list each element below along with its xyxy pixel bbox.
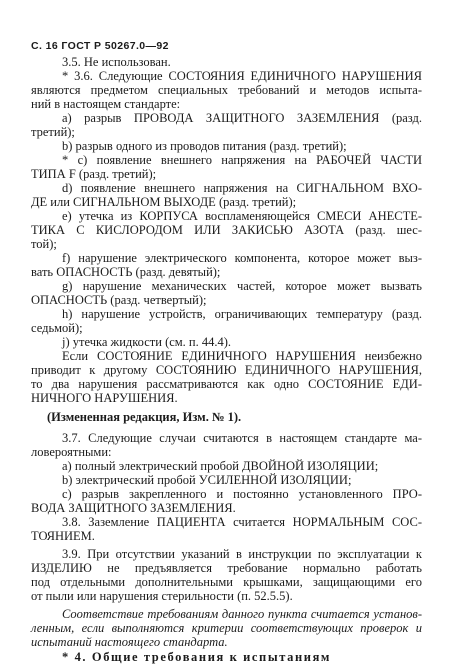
text-line: j) утечка жидкости (см. п. 44.4). — [62, 335, 232, 349]
text-line: вать ОПАСНОСТЬ (разд. девятый); — [31, 265, 221, 279]
text-line: той); — [31, 237, 57, 251]
text-line: от пыли или нарушения стерильности (п. 52.5.5). — [31, 589, 293, 603]
text-line: 3.5. Не использован. — [62, 55, 171, 69]
text-line: седьмой); — [31, 321, 83, 335]
text-line: ВОДА ЗАЩИТНОГО ЗАЗЕМЛЕНИЯ. — [31, 501, 236, 515]
text-line: 3.9. При отсутствии указаний в инструкции по эксплуатации к — [62, 547, 422, 561]
text-line: d) появление внешнего напряжения на СИГНАЛЬНОМ ВХО- — [62, 181, 422, 195]
text-line: приводит к другому СОСТОЯНИЮ ЕДИНИЧНОГО НАРУШЕНИЯ, — [31, 363, 422, 377]
text-line: * 3.6. Следующие СОСТОЯНИЯ ЕДИНИЧНОГО НАРУШЕНИЯ — [62, 69, 422, 83]
text-line: под отдельными дополнительными крышками, защищающими его — [31, 575, 422, 589]
text-line: то два нарушения рассматриваются как одно СОСТОЯНИЕ ЕДИ- — [31, 377, 422, 391]
text-line: ИЗДЕЛИЮ не предъявляется требование нормально работать — [31, 561, 422, 575]
text-line: ТИПА F (разд. третий); — [31, 167, 157, 181]
text-line: f) нарушение электрического компонента, которое может выз- — [62, 251, 422, 265]
text-line: с) разрыв закрепленного и постоянно установленного ПРО- — [62, 487, 422, 501]
text-line: НИЧНОГО НАРУШЕНИЯ. — [31, 391, 178, 405]
text-line: g) нарушение механических частей, которое может вызвать — [62, 279, 422, 293]
text-line: ДЕ или СИГНАЛЬНОМ ВЫХОДЕ (разд. третий); — [31, 195, 297, 209]
text-line: h) нарушение устройств, ограничивающих температуру (разд. — [62, 307, 422, 321]
text-line: ОПАСНОСТЬ (разд. четвертый); — [31, 293, 207, 307]
text-line: ТОЯНИЕМ. — [31, 529, 95, 543]
text-line: испытаний настоящего стандарта. — [31, 635, 228, 649]
text-line: ТИКА С КИСЛОРОДОМ ИЛИ ЗАКИСЬЮ АЗОТА (разд. шес- — [31, 223, 422, 237]
text-line: (Измененная редакция, Изм. № 1). — [47, 410, 242, 424]
text-line: ний в настоящем стандарте: — [31, 97, 181, 111]
page-header: С. 16 ГОСТ Р 50267.0—92 — [31, 40, 169, 52]
text-line: Если СОСТОЯНИЕ ЕДИНИЧНОГО НАРУШЕНИЯ неизбежно — [62, 349, 422, 363]
text-line: а) полный электрический пробой ДВОЙНОЙ ИЗОЛЯЦИИ; — [62, 459, 379, 473]
text-line: ловероятными: — [31, 445, 112, 459]
text-line: ленным, если выполняются критерии соответствующих проверок и — [31, 621, 422, 635]
text-line: 3.7. Следующие случаи считаются в настоящем стандарте ма- — [62, 431, 422, 445]
text-line: е) утечка из КОРПУСА воспламеняющейся СМЕСИ АНЕСТЕ- — [62, 209, 422, 223]
text-line: Соответствие требованиям данного пункта считается установ- — [62, 607, 422, 621]
text-line: b) электрический пробой УСИЛЕННОЙ ИЗОЛЯЦИИ; — [62, 473, 352, 487]
text-line: * с) появление внешнего напряжения на РАБОЧЕЙ ЧАСТИ — [62, 153, 422, 167]
text-line: b) разрыв одного из проводов питания (разд. третий); — [62, 139, 347, 153]
text-line: являются предметом специальных требований и методов испыта- — [31, 83, 422, 97]
text-line: третий); — [31, 125, 75, 139]
text-line: 3.8. Заземление ПАЦИЕНТА считается НОРМАЛЬНЫМ СОС- — [62, 515, 422, 529]
text-line: а) разрыв ПРОВОДА ЗАЩИТНОГО ЗАЗЕМЛЕНИЯ (разд. — [62, 111, 422, 125]
text-line: * 4. Общие требования к испытаниям — [62, 650, 332, 664]
